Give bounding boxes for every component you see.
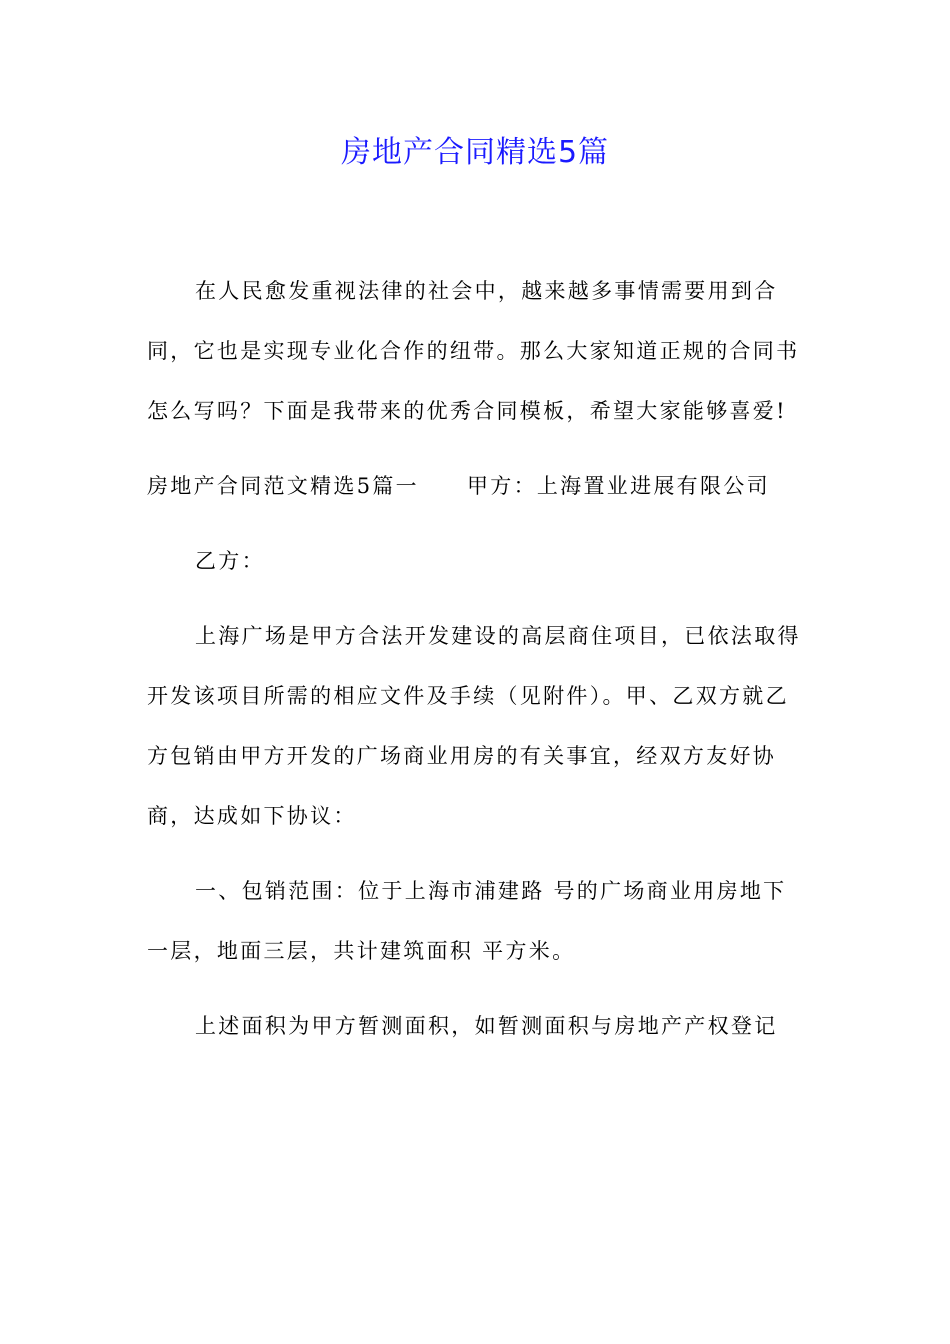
background-paragraph: 上海广场是甲方合法开发建设的高层商住项目，已依法取得开发该项目所需的相应文件及手续（见附件）。甲、乙双方就乙方包销由甲方开发的广场商业用房的有关事宜，经双方友好协商，达成如下协议： — [147, 624, 801, 828]
section-heading: 房地产合同范文精选5篇一 — [147, 474, 419, 498]
section-heading-line — [147, 456, 807, 516]
party-a-line: 甲方：上海置业进展有限公司 — [466, 474, 770, 498]
scope-paragraph: 一、包销范围：位于上海市浦建路 号的广场商业用房地下一层，地面三层，共计建筑面积 平方米。 — [147, 879, 787, 963]
document-body — [147, 261, 807, 1071]
document-title: 房地产合同精选5篇 — [340, 135, 610, 170]
party-b-line: 乙方： — [195, 549, 265, 573]
intro-paragraph: 在人民愈发重视法律的社会中，越来越多事情需要用到合同，它也是实现专业化合作的纽带。那么大家知道正规的合同书怎么写吗？下面是我带来的优秀合同模板，希望大家能够喜爱! — [147, 279, 800, 423]
area-note-paragraph: 上述面积为甲方暂测面积，如暂测面积与房地产产权登记 — [195, 1014, 778, 1038]
